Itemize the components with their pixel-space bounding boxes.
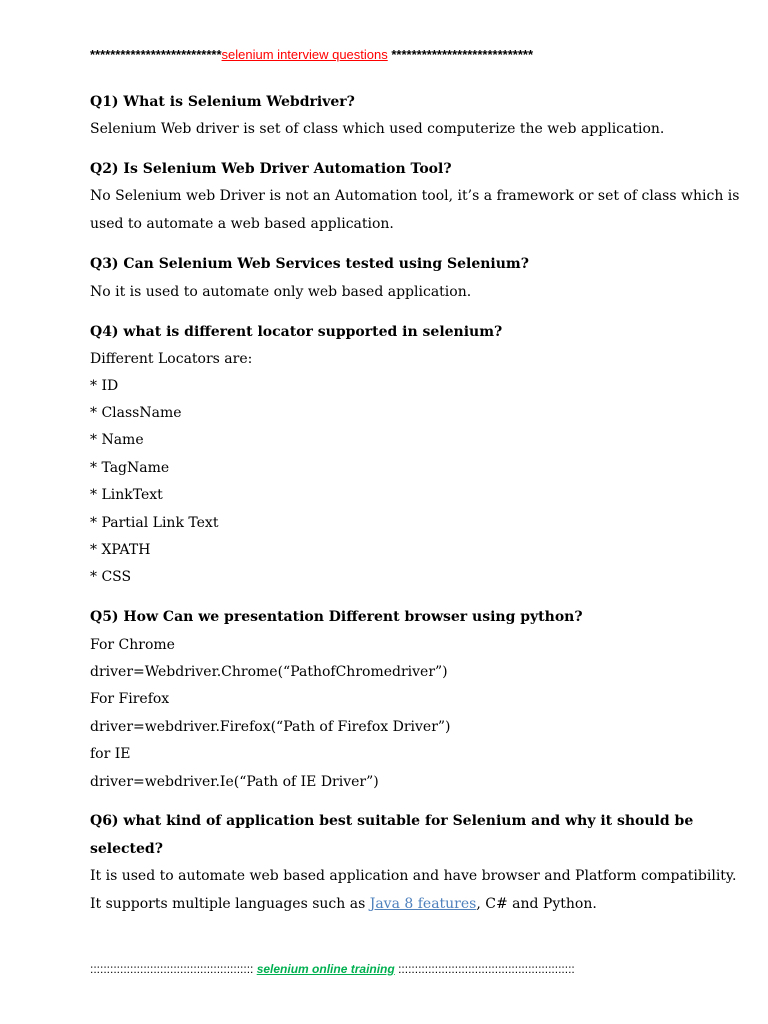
locator-item: * LinkText [90, 487, 163, 503]
question-4: Q4) what is different locator supported in selenium? [90, 324, 503, 340]
answer-2-line-1: No Selenium web Driver is not an Automation tool, it’s a framework or set of class which is [90, 188, 740, 204]
title-stars-left: ************************** [90, 47, 222, 62]
answer-6-line-1: It is used to automate web based application and have browser and Platform compatibility. [90, 868, 737, 884]
question-6-line-1: Q6) what kind of application best suitable for Selenium and why it should be [90, 813, 694, 829]
question-3: Q3) Can Selenium Web Services tested using Selenium? [90, 256, 529, 272]
java-8-features-link[interactable]: Java 8 features [369, 896, 477, 912]
locator-item: * XPATH [90, 542, 151, 558]
question-1: Q1) What is Selenium Webdriver? [90, 94, 355, 110]
locator-item: * Partial Link Text [90, 515, 219, 531]
locator-item: * ID [90, 378, 119, 394]
answer-1: Selenium Web driver is set of class which used computerize the web application. [90, 121, 665, 137]
locator-item: * TagName [90, 460, 170, 476]
answer-3: No it is used to automate only web based application. [90, 284, 472, 300]
answer-5-line: for IE [90, 746, 131, 762]
question-6-line-2: selected? [90, 841, 163, 857]
answer-6-line-2 [90, 895, 597, 913]
footer-dots-left: ::::::::::::::::::::::::::::::::::::::::::::::::: [90, 962, 257, 976]
answer-6-prefix: It supports multiple languages such as [90, 896, 370, 912]
answer-5-line: driver=webdriver.Firefox(“Path of Firefox Driver”) [90, 719, 451, 735]
answer-5-line: For Firefox [90, 691, 170, 707]
footer-dots-right: ::::::::::::::::::::::::::::::::::::::::::::::::::::: [394, 962, 575, 976]
answer-2-line-2: used to automate a web based application. [90, 216, 394, 232]
locator-item: * CSS [90, 569, 132, 585]
answer-6-suffix: , C# and Python. [476, 896, 597, 912]
title-link[interactable]: selenium interview questions [221, 47, 388, 62]
locator-item: * ClassName [90, 405, 182, 421]
title-stars-right: **************************** [387, 47, 534, 62]
answer-5-line: driver=webdriver.Ie(“Path of IE Driver”) [90, 774, 379, 790]
answer-5-line: driver=Webdriver.Chrome(“PathofChromedriver”) [90, 664, 448, 680]
footer [90, 960, 575, 978]
document-title [90, 46, 533, 64]
question-2: Q2) Is Selenium Web Driver Automation Tool? [90, 161, 452, 177]
locator-item: * Name [90, 432, 144, 448]
answer-5-line: For Chrome [90, 637, 175, 653]
footer-training-link[interactable]: selenium online training [256, 962, 395, 976]
question-5: Q5) How Can we presentation Different browser using python? [90, 609, 583, 625]
answer-4-intro: Different Locators are: [90, 351, 253, 367]
